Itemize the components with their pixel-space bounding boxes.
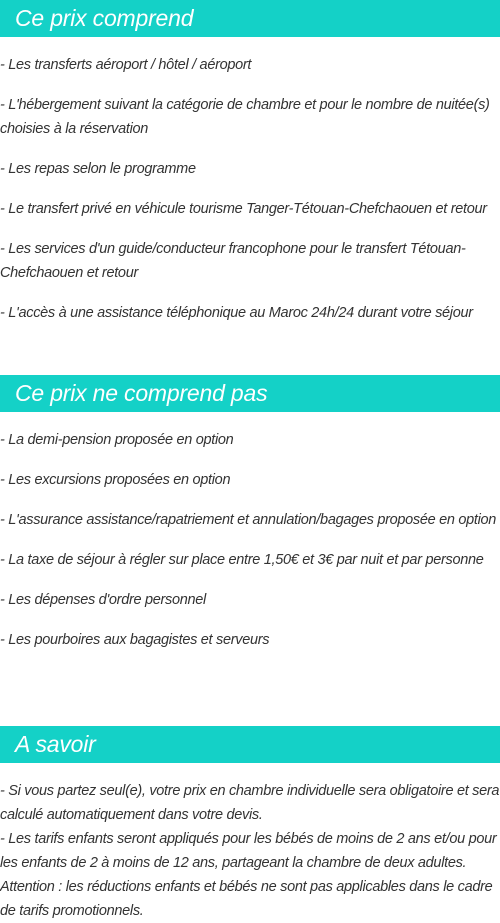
info-line: - Les tarifs enfants seront appliqués pour les bébés de moins de 2 ans et/ou pour les enfants de 2 à moins de 12 ans, partageant la chambre de deux adultes. [0, 831, 497, 871]
info-line: - Si vous partez seul(e), votre prix en chambre individuelle sera obligatoire et sera calculé automatiquement dans votre devis. [0, 783, 500, 823]
list-item: - Les transferts aéroport / hôtel / aéroport [0, 57, 252, 73]
section-header-good-to-know [0, 726, 500, 763]
included-list [0, 53, 500, 341]
section-title-included: Ce prix comprend [15, 5, 194, 31]
section-header-not-included [0, 375, 500, 412]
list-item: - L'accès à une assistance téléphonique au Maroc 24h/24 durant votre séjour [0, 305, 473, 321]
list-item: - L'assurance assistance/rapatriement et annulation/bagages proposée en option [0, 512, 497, 528]
section-title-not-included: Ce prix ne comprend pas [15, 380, 268, 406]
good-to-know-text [0, 779, 500, 923]
list-item: - Le transfert privé en véhicule tourisme Tanger-Tétouan-Chefchaouen et retour [0, 201, 487, 217]
section-header-included [0, 0, 500, 37]
not-included-list [0, 428, 500, 668]
list-item: - Les excursions proposées en option [0, 472, 231, 488]
list-item: - Les repas selon le programme [0, 161, 196, 177]
list-item: - La taxe de séjour à régler sur place entre 1,50€ et 3€ par nuit et par personne [0, 552, 484, 568]
list-item: - La demi-pension proposée en option [0, 432, 234, 448]
list-item: - Les services d'un guide/conducteur francophone pour le transfert Tétouan-Chefchaouen et retour [0, 241, 466, 281]
list-item: - Les dépenses d'ordre personnel [0, 592, 206, 608]
list-item: - Les pourboires aux bagagistes et serveurs [0, 632, 270, 648]
section-title-good-to-know: A savoir [15, 731, 96, 757]
list-item: - L'hébergement suivant la catégorie de chambre et pour le nombre de nuitée(s) choisies à la réservation [0, 97, 490, 137]
info-line: Attention : les réductions enfants et bébés ne sont pas applicables dans le cadre de tarifs promotionnels. [0, 879, 493, 919]
